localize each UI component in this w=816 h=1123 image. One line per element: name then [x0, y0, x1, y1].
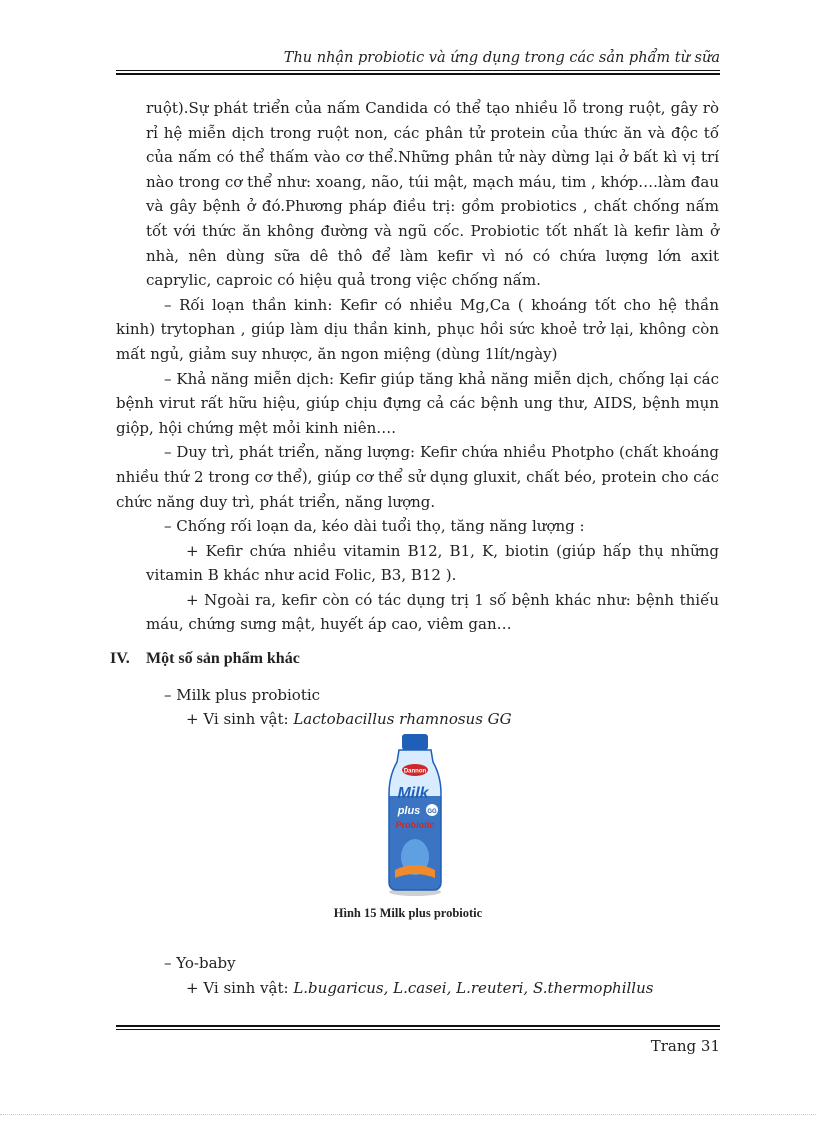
footer-rule-thin — [116, 1029, 720, 1030]
product-milk-plus-organism — [186, 710, 512, 728]
footer-rule-thick — [116, 1025, 720, 1027]
organism-label: + Vi sinh vật: — [186, 979, 294, 997]
milk-plus-bottle-image — [385, 732, 445, 898]
figure-caption: Hình 15 Milk plus probiotic — [333, 906, 483, 920]
product-yo-baby: – Yo-baby — [164, 954, 236, 972]
organism-name: L.bugaricus, L.casei, L.reuteri, S.thermophillus — [293, 979, 654, 997]
bottle-word-probiotic: Probiotic — [395, 820, 435, 830]
header-rule-thin — [116, 70, 720, 71]
organism-name: Lactobacillus rhamnosus GG — [293, 710, 512, 728]
paragraph-vitamins: + Kefir chứa nhiều vitamin B12, B1, K, biotin (giúp hấp thụ những vitamin B khác như acid Folic, B3, B12 ). — [146, 541, 719, 585]
paragraph-candida: ruột).Sự phát triển của nấm Candida có thể tạo nhiều lỗ trong ruột, gây rò rỉ hệ miễn dịch trong ruột non, các phân tử protein của thức ăn và độc tố của nấm có thể thấm vào cơ thể.Những phân tử này dừng lại ở bất kì vị trí nào trong cơ thể như: xoang, não, túi mật, mạch máu, tim , khớp….làm đau và gây bệnh ở đó.Phương pháp điều trị: gồm probiotics , chất chống nấm tốt với thức ăn không đường và ngũ cốc. Probiotic tốt nhất là kefir làm ở nhà, nên dùng sữa dê thô để làm kefir vì nó có chứa lượng lớn axit caprylic, caproic có hiệu quả trong việc chống nấm. — [146, 99, 719, 290]
bottle-word-plus: plus — [397, 805, 421, 817]
page-number: Trang 31 — [650, 1037, 720, 1055]
body-text — [116, 96, 719, 637]
section-number: IV. — [110, 650, 130, 667]
running-header: Thu nhận probiotic và ứng dụng trong các sản phẩm từ sữa — [283, 50, 720, 66]
bottle-illustration — [385, 732, 445, 898]
section-title: Một số sản phẩm khác — [146, 650, 300, 667]
bottle-badge: GG — [427, 809, 437, 815]
paragraph-energy: – Duy trì, phát triển, năng lượng: Kefir chứa nhiều Photpho (chất khoáng nhiều thứ 2 trong cơ thể), giúp cơ thể sử dụng gluxit, chất béo, protein cho các chức năng duy trì, phát triển, năng lượng. — [116, 443, 719, 511]
header-rule-thick — [116, 73, 720, 75]
bottle-brand: Dannon — [403, 768, 427, 775]
paragraph-skin: – Chống rối loạn da, kéo dài tuổi thọ, tăng năng lượng : — [164, 517, 585, 536]
section-heading — [110, 650, 300, 668]
product-milk-plus: – Milk plus probiotic — [164, 686, 321, 704]
organism-label: + Vi sinh vật: — [186, 710, 294, 728]
product-yo-baby-organism — [186, 979, 653, 997]
bottle-word-milk: Milk — [397, 785, 429, 802]
page-edge — [0, 1114, 816, 1115]
paragraph-immunity: – Khả năng miễn dịch: Kefir giúp tăng khả năng miễn dịch, chống lại các bệnh virut rất hữu hiệu, giúp chịu đựng cả các bệnh ung thư, AIDS, bệnh mụn giộp, hội chứng mệt mỏi kinh niên…. — [116, 369, 719, 437]
paragraph-other: + Ngoài ra, kefir còn có tác dụng trị 1 số bệnh khác như: bệnh thiếu máu, chứng sưng mật, huyết áp cao, viêm gan… — [146, 590, 719, 634]
paragraph-nervous: – Rối loạn thần kinh: Kefir có nhiều Mg,Ca ( khoáng tốt cho hệ thần kinh) trytophan , giúp làm dịu thần kinh, phục hồi sức khoẻ trở lại, không còn mất ngủ, giảm suy nhược, ăn ngon miệng (dùng 1lít/ngày) — [116, 295, 719, 363]
